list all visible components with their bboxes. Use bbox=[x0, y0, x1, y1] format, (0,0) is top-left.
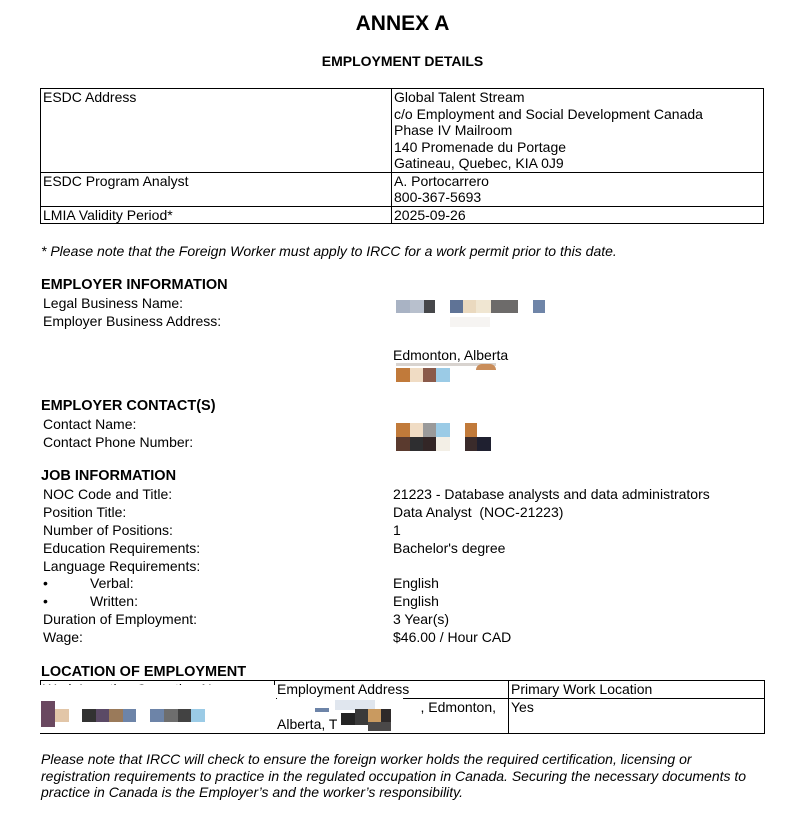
noc-value: 21223 - Database analysts and data administrators bbox=[393, 486, 710, 502]
esdc-analyst-value bbox=[392, 172, 764, 206]
column-header: Employment Address bbox=[275, 681, 509, 699]
address-part2: Alberta, T bbox=[277, 716, 338, 732]
employer-city: Edmonton, Alberta bbox=[393, 347, 509, 363]
address-line: Global Talent Stream bbox=[394, 89, 525, 105]
esdc-address-label: ESDC Address bbox=[41, 89, 392, 173]
document-subtitle: EMPLOYMENT DETAILS bbox=[321, 53, 484, 69]
job-info-heading: JOB INFORMATION bbox=[41, 468, 177, 484]
column-header: Primary Work Location bbox=[509, 681, 765, 699]
validity-note: * Please note that the Foreign Worker must apply to IRCC for a work permit prior to this date. bbox=[41, 243, 617, 259]
address-line: 140 Promenade du Portage bbox=[394, 138, 567, 155]
table-row bbox=[41, 89, 764, 173]
written-value: English bbox=[393, 593, 439, 609]
analyst-phone: 800-367-5693 bbox=[394, 189, 482, 205]
footer-note: Please note that IRCC will check to ensure the foreign worker holds the required certification, licensing or registration requirements to practice in the regulated occupation in Canada. Securing the necessary documents to practice in Canada is the Employer’s and the worker’s responsibility. bbox=[41, 751, 747, 800]
table-row bbox=[41, 206, 764, 224]
contact-phone-label: Contact Phone Number: bbox=[43, 434, 194, 450]
employer-contact-heading: EMPLOYER CONTACT(S) bbox=[41, 398, 216, 414]
duration-value: 3 Year(s) bbox=[393, 611, 450, 627]
business-address-label: Employer Business Address: bbox=[43, 313, 222, 329]
address-line: Phase IV Mailroom bbox=[394, 122, 513, 138]
employer-info-heading: EMPLOYER INFORMATION bbox=[41, 277, 228, 293]
esdc-address-value bbox=[392, 89, 764, 173]
bullet-icon: • bbox=[43, 575, 48, 591]
positions-count-label: Number of Positions: bbox=[43, 522, 173, 538]
address-line: c/o Employment and Social Development Canada bbox=[394, 105, 703, 122]
lmia-validity-value: 2025-09-26 bbox=[392, 206, 764, 224]
education-value: Bachelor's degree bbox=[393, 540, 506, 556]
esdc-analyst-label: ESDC Program Analyst bbox=[41, 172, 392, 206]
primary-location-cell: Yes bbox=[509, 699, 765, 734]
duration-label: Duration of Employment: bbox=[43, 611, 198, 627]
verbal-value: English bbox=[393, 575, 439, 591]
wage-label: Wage: bbox=[43, 629, 83, 645]
address-part1: , Edmonton, bbox=[420, 699, 496, 715]
esdc-table bbox=[40, 88, 764, 224]
position-label: Position Title: bbox=[43, 504, 127, 520]
location-heading: LOCATION OF EMPLOYMENT bbox=[41, 664, 247, 680]
wage-value: $46.00 / Hour CAD bbox=[393, 629, 512, 645]
education-label: Education Requirements: bbox=[43, 540, 201, 556]
positions-count-value: 1 bbox=[393, 522, 401, 538]
language-label: Language Requirements: bbox=[43, 558, 201, 574]
lmia-validity-label: LMIA Validity Period* bbox=[41, 206, 392, 224]
verbal-label: Verbal: bbox=[90, 575, 134, 591]
position-value: Data Analyst (NOC-21223) bbox=[393, 504, 564, 520]
contact-name-label: Contact Name: bbox=[43, 416, 137, 432]
analyst-name: A. Portocarrero bbox=[394, 172, 489, 189]
address-line: Gatineau, Quebec, KIA 0J9 bbox=[394, 155, 564, 171]
written-label: Written: bbox=[90, 593, 138, 609]
bullet-icon: • bbox=[43, 593, 48, 609]
legal-name-label: Legal Business Name: bbox=[43, 295, 184, 311]
document-title: ANNEX A bbox=[355, 12, 450, 35]
table-row bbox=[41, 172, 764, 206]
noc-label: NOC Code and Title: bbox=[43, 486, 173, 502]
